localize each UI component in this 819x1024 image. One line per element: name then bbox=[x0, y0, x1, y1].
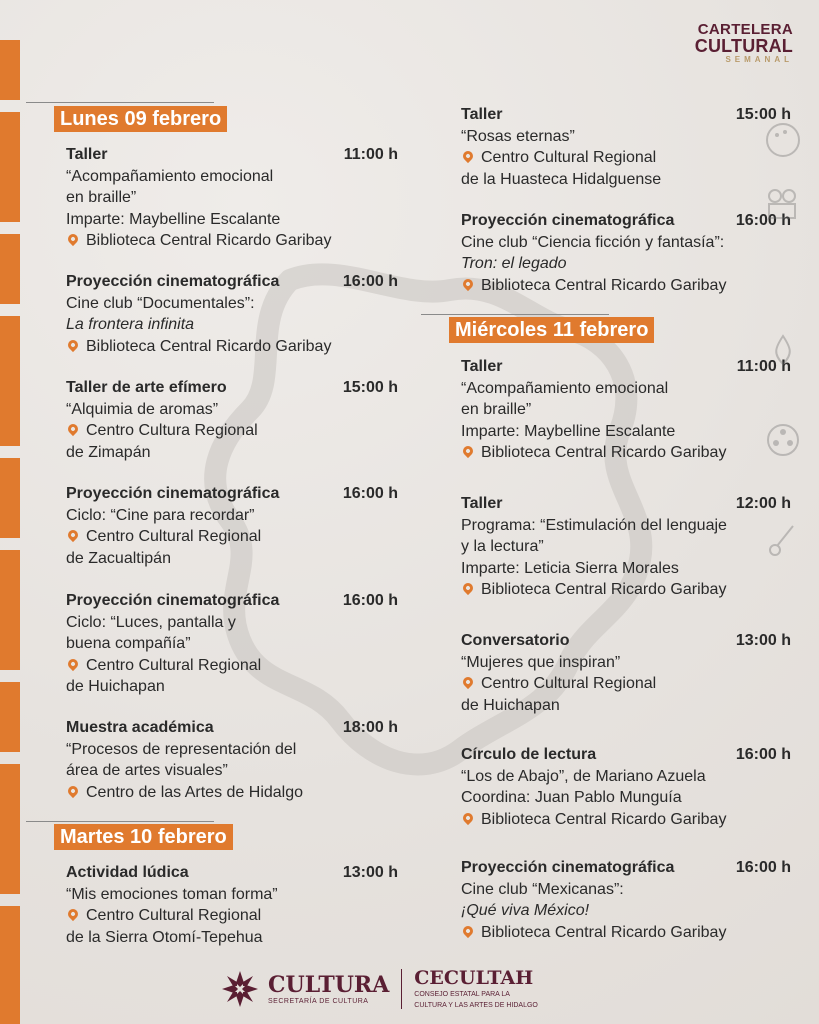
location-pin-icon bbox=[66, 422, 80, 436]
cartelera-logo bbox=[695, 22, 793, 64]
event-item bbox=[461, 356, 791, 464]
event-time: 15:00 h bbox=[342, 379, 398, 396]
drop-icon bbox=[763, 330, 803, 370]
event-venue: Biblioteca Central Ricardo Garibay bbox=[481, 276, 727, 294]
day-header-miercoles: Miércoles 11 febrero bbox=[449, 317, 654, 343]
event-description-line: Imparte: Leticia Sierra Morales bbox=[461, 559, 679, 577]
event-item bbox=[66, 377, 398, 463]
event-description-line: buena compañía” bbox=[66, 635, 191, 652]
event-header bbox=[461, 356, 791, 378]
event-time: 12:00 h bbox=[735, 495, 791, 512]
event-item bbox=[66, 483, 398, 569]
event-item bbox=[66, 271, 398, 357]
event-item bbox=[461, 630, 791, 716]
event-venue: Biblioteca Central Ricardo Garibay bbox=[481, 581, 727, 598]
event-venue: Centro Cultural Regional bbox=[86, 528, 262, 545]
event-venue: de Huichapan bbox=[66, 678, 165, 695]
day-header-martes: Martes 10 febrero bbox=[54, 824, 233, 850]
event-time: 11:00 h bbox=[736, 358, 791, 375]
logo-line-2: CULTURAL bbox=[694, 36, 793, 56]
day-header-lunes: Lunes 09 febrero bbox=[54, 106, 227, 132]
cultura-flower-logo-icon bbox=[220, 969, 260, 1009]
location-pin-icon bbox=[66, 656, 80, 670]
event-header bbox=[461, 857, 791, 879]
location-pin-icon bbox=[461, 581, 475, 595]
event-description-line: “Mis emociones toman forma” bbox=[66, 885, 278, 903]
event-type: Taller bbox=[461, 106, 503, 123]
cultura-logo bbox=[268, 971, 390, 1005]
event-time: 18:00 h bbox=[342, 719, 398, 736]
event-header bbox=[66, 590, 398, 612]
event-description-line: Programa: “Estimulación del lenguaje bbox=[461, 516, 727, 534]
event-description-line: Cine club “Mexicanas”: bbox=[461, 880, 624, 898]
location-pin-icon bbox=[66, 232, 80, 246]
event-venue: Centro Cultural Regional bbox=[481, 675, 657, 692]
event-type: Proyección cinematográfica bbox=[461, 859, 675, 876]
event-header bbox=[461, 493, 791, 515]
event-description-line: “Los de Abajo”, de Mariano Azuela bbox=[461, 767, 706, 785]
brush-icon bbox=[763, 520, 803, 560]
location-pin-icon bbox=[461, 149, 475, 163]
event-header bbox=[66, 483, 398, 505]
event-venue: Centro Cultural Regional bbox=[86, 907, 262, 924]
event-item bbox=[461, 744, 791, 830]
event-time: 16:00 h bbox=[735, 859, 791, 876]
event-description-line: “Acompañamiento emocional bbox=[461, 379, 669, 397]
event-venue: de Zacualtipán bbox=[66, 549, 171, 567]
event-time: 16:00 h bbox=[342, 592, 398, 609]
cecultah-wordmark: CECULTAH bbox=[414, 966, 534, 989]
event-item bbox=[66, 590, 398, 698]
event-type: Conversatorio bbox=[461, 632, 570, 649]
event-venue: de la Sierra Otomí-Tepehua bbox=[66, 928, 263, 946]
location-pin-icon bbox=[461, 444, 475, 458]
event-film-title: ¡Qué viva México! bbox=[461, 902, 590, 919]
event-venue: Centro Cultura Regional bbox=[86, 422, 258, 439]
event-time: 11:00 h bbox=[343, 146, 398, 163]
day-rule-miercoles bbox=[421, 314, 609, 315]
palette-icon bbox=[763, 120, 803, 160]
event-venue: de la Huasteca Hidalguense bbox=[461, 170, 662, 188]
event-film-title: Tron: el legado bbox=[461, 255, 567, 272]
location-pin-icon bbox=[461, 276, 475, 290]
location-pin-icon bbox=[66, 783, 80, 797]
event-description-line: “Mujeres que inspiran” bbox=[461, 653, 621, 671]
event-type: Proyección cinematográfica bbox=[66, 485, 280, 502]
event-venue: Centro de las Artes de Hidalgo bbox=[86, 783, 304, 801]
event-type: Proyección cinematográfica bbox=[66, 592, 280, 609]
event-venue: Centro Cultural Regional bbox=[481, 149, 657, 166]
location-pin-icon bbox=[461, 675, 475, 689]
event-type: Proyección cinematográfica bbox=[66, 273, 280, 290]
event-type: Taller de arte efímero bbox=[66, 379, 227, 396]
event-header bbox=[66, 717, 398, 739]
location-pin-icon bbox=[66, 528, 80, 542]
event-description-line: en braille” bbox=[461, 401, 532, 418]
projector-icon bbox=[763, 186, 803, 226]
event-venue: Biblioteca Central Ricardo Garibay bbox=[481, 810, 727, 828]
cultura-subtitle: SECRETARÍA DE CULTURA bbox=[268, 997, 369, 1005]
cecultah-logo bbox=[414, 966, 538, 1010]
event-description-line: Ciclo: “Luces, pantalla y bbox=[66, 613, 236, 631]
footer-divider bbox=[401, 969, 402, 1009]
event-item bbox=[461, 493, 791, 601]
event-item bbox=[461, 104, 791, 190]
event-description-line: “Alquimia de aromas” bbox=[66, 400, 219, 418]
event-time: 16:00 h bbox=[735, 746, 791, 763]
event-header bbox=[66, 271, 398, 293]
event-header bbox=[461, 210, 791, 232]
event-item bbox=[66, 717, 398, 803]
day-rule-lunes bbox=[26, 102, 214, 103]
event-header bbox=[66, 862, 398, 884]
event-header bbox=[66, 377, 398, 399]
event-time: 15:00 h bbox=[735, 106, 791, 123]
event-type: Taller bbox=[461, 495, 503, 512]
event-header bbox=[461, 104, 791, 126]
event-item bbox=[66, 862, 398, 948]
event-venue: Biblioteca Central Ricardo Garibay bbox=[86, 337, 332, 355]
event-time: 13:00 h bbox=[342, 864, 398, 881]
event-venue: de Huichapan bbox=[461, 696, 560, 714]
event-description-line: Cine club “Documentales”: bbox=[66, 294, 255, 312]
event-venue: Biblioteca Central Ricardo Garibay bbox=[86, 232, 332, 249]
event-time: 16:00 h bbox=[342, 485, 398, 502]
event-description-line: “Procesos de representación del bbox=[66, 740, 297, 758]
event-item bbox=[461, 857, 791, 943]
event-type: Taller bbox=[461, 358, 503, 375]
logo-line-1: CARTELERA bbox=[697, 21, 793, 38]
event-time: 13:00 h bbox=[735, 632, 791, 649]
event-type: Taller bbox=[66, 146, 108, 163]
cecultah-subtitle-1: CONSEJO ESTATAL PARA LA bbox=[414, 990, 510, 998]
event-film-title: La frontera infinita bbox=[66, 316, 195, 333]
event-type: Muestra académica bbox=[66, 719, 214, 736]
event-type: Actividad lúdica bbox=[66, 864, 189, 881]
event-description-line: área de artes visuales” bbox=[66, 762, 228, 779]
event-description-line: Cine club “Ciencia ficción y fantasía”: bbox=[461, 233, 725, 251]
footer-logos bbox=[220, 966, 538, 1012]
location-pin-icon bbox=[461, 810, 475, 824]
logo-line-3: SEMANAL bbox=[725, 55, 793, 64]
film-reel-icon bbox=[763, 420, 803, 460]
event-description-line: en braille” bbox=[66, 189, 137, 206]
event-venue: Biblioteca Central Ricardo Garibay bbox=[481, 444, 727, 461]
event-item bbox=[461, 210, 791, 296]
location-pin-icon bbox=[461, 923, 475, 937]
event-header bbox=[461, 744, 791, 766]
left-decorative-strip bbox=[0, 40, 20, 1024]
event-description-line: y la lectura” bbox=[461, 538, 544, 555]
event-header bbox=[66, 144, 398, 166]
event-type: Círculo de lectura bbox=[461, 746, 597, 763]
event-venue: Centro Cultural Regional bbox=[86, 656, 262, 674]
event-time: 16:00 h bbox=[735, 212, 791, 229]
event-type: Proyección cinematográfica bbox=[461, 212, 675, 229]
event-time: 16:00 h bbox=[342, 273, 398, 290]
event-header bbox=[461, 630, 791, 652]
location-pin-icon bbox=[66, 907, 80, 921]
day-rule-martes bbox=[26, 821, 214, 822]
event-description-line: Imparte: Maybelline Escalante bbox=[66, 210, 281, 228]
event-description-line: “Rosas eternas” bbox=[461, 127, 575, 145]
event-description-line: “Acompañamiento emocional bbox=[66, 167, 274, 185]
event-description-line: Coordina: Juan Pablo Munguía bbox=[461, 789, 682, 806]
event-description-line: Imparte: Maybelline Escalante bbox=[461, 422, 676, 440]
cultura-wordmark: CULTURA bbox=[268, 971, 390, 998]
event-venue: de Zimapán bbox=[66, 443, 151, 461]
event-venue: Biblioteca Central Ricardo Garibay bbox=[481, 923, 727, 941]
cecultah-subtitle-2: CULTURA Y LAS ARTES DE HIDALGO bbox=[414, 1001, 538, 1009]
location-pin-icon bbox=[66, 337, 80, 351]
event-description-line: Ciclo: “Cine para recordar” bbox=[66, 506, 255, 524]
event-item bbox=[66, 144, 398, 252]
